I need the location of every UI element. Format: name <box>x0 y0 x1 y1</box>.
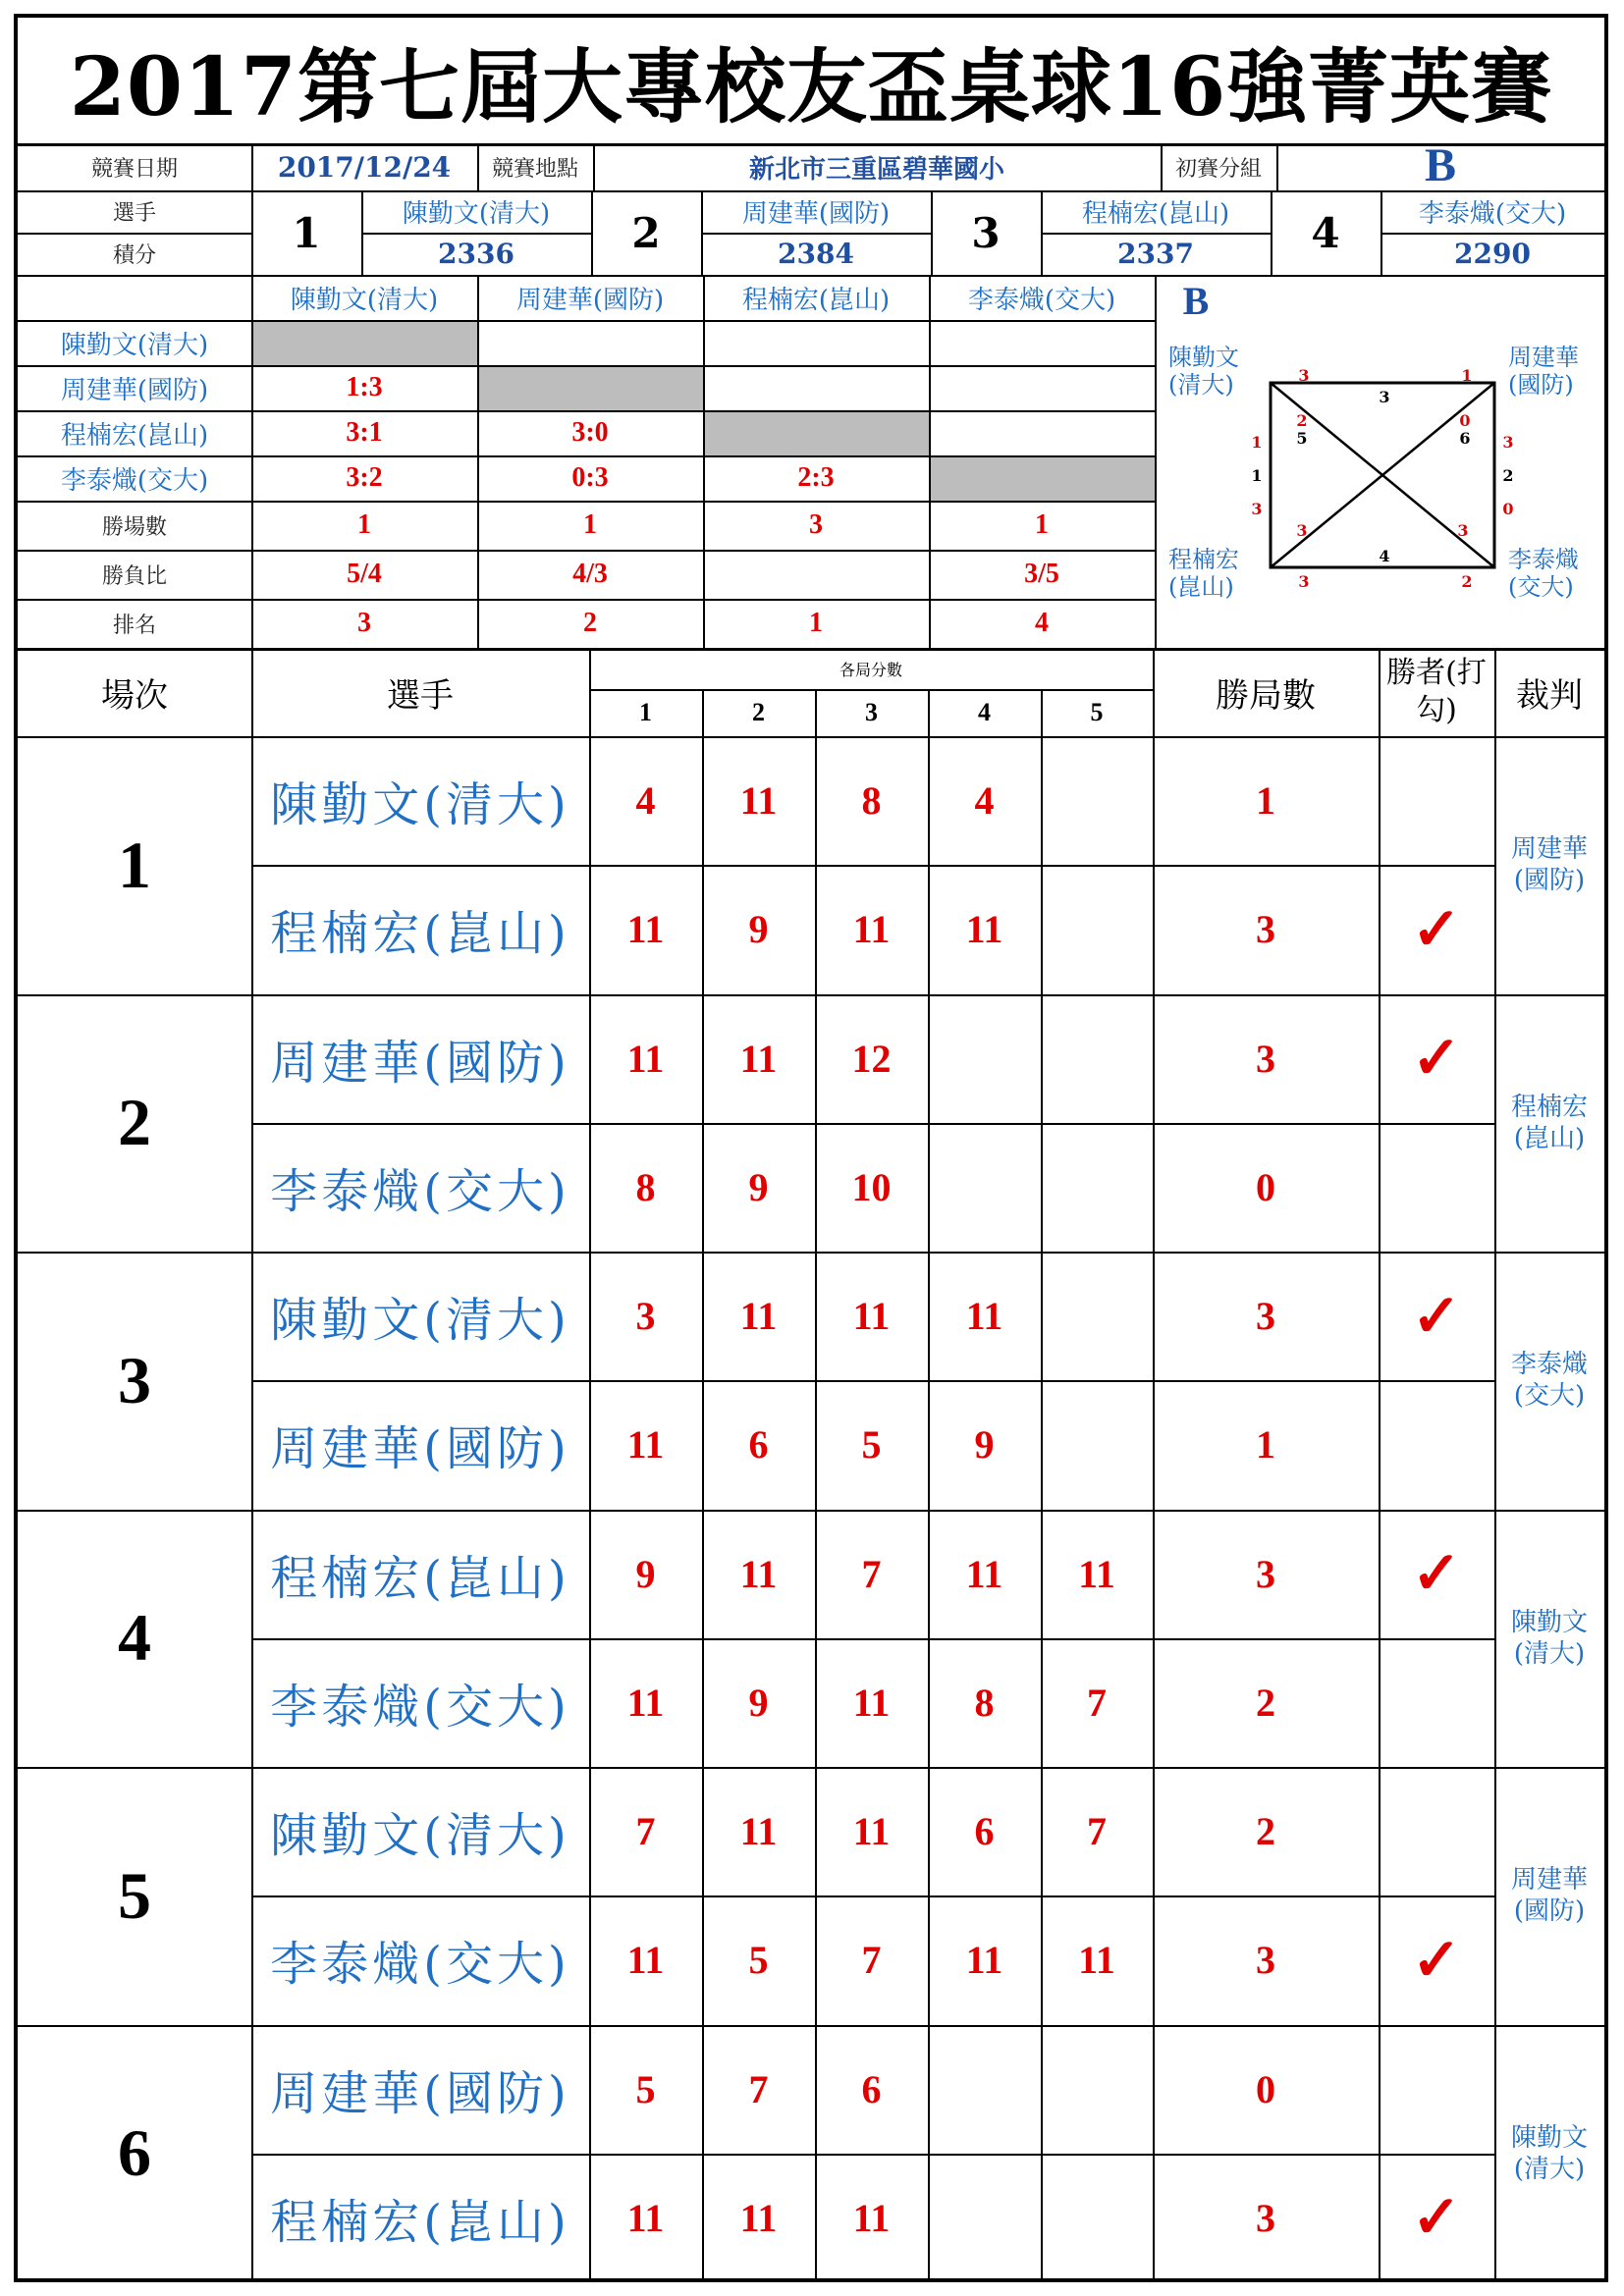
rr-result: 1:3 <box>346 372 383 402</box>
rr-result: 2:3 <box>797 462 835 493</box>
diagram-box <box>1157 275 1604 648</box>
player-no-2: 2 <box>631 208 661 257</box>
diagram-corner-bl: 程楠宏(崑山) <box>1168 546 1239 601</box>
winner-check-icon: ✓ <box>1411 1281 1462 1351</box>
game-score: 9 <box>748 907 769 952</box>
header-game-no: 2 <box>752 698 765 726</box>
diagram-num: 3 <box>1379 387 1390 406</box>
header-game-no: 3 <box>865 698 878 726</box>
games-won: 3 <box>1256 1938 1275 1983</box>
game-score: 11 <box>852 2195 891 2240</box>
player-no-3: 3 <box>971 208 1001 257</box>
referee-label: 陳勤文(清大) <box>1510 2122 1588 2184</box>
game-score <box>1041 865 1153 993</box>
winner-check-icon: ✓ <box>1411 1925 1462 1995</box>
referee-name <box>1494 736 1604 994</box>
points-label: 積分 <box>112 243 156 268</box>
player-points-1: 2336 <box>438 238 514 270</box>
header-games-won: 勝局數 <box>1216 675 1316 716</box>
games-won: 3 <box>1256 907 1275 952</box>
game-score: 8 <box>861 778 882 824</box>
game-score: 11 <box>626 1036 665 1081</box>
player-name-1: 陳勤文(清大) <box>402 199 551 229</box>
score-sheet <box>14 14 1608 2282</box>
rr-col-4: 李泰熾(交大) <box>967 285 1116 315</box>
game-score: 11 <box>852 907 891 952</box>
rr-result: 3:0 <box>571 417 609 448</box>
player-name-4: 李泰熾(交大) <box>1418 199 1567 229</box>
game-score: 5 <box>635 2066 656 2111</box>
ratio-value: 4/3 <box>572 559 608 589</box>
game-score: 9 <box>974 1422 995 1468</box>
rank-label: 排名 <box>112 613 156 638</box>
diagram-num: 5 <box>1296 428 1308 448</box>
game-score: 11 <box>626 2195 665 2240</box>
ratio-value <box>703 550 929 599</box>
diagram-num: 3 <box>1298 571 1310 591</box>
wins-value: 1 <box>357 509 371 540</box>
winner-check-icon: ✓ <box>1411 1024 1462 1094</box>
rr-row-1: 陳勤文(清大) <box>60 330 209 360</box>
game-score: 11 <box>626 907 665 952</box>
referee-name <box>1494 1510 1604 1768</box>
diagram-num: 6 <box>1459 428 1471 448</box>
rr-col-3: 程楠宏(崑山) <box>741 285 891 315</box>
game-score: 5 <box>748 1938 769 1983</box>
player-name: 周建華(國防) <box>270 2065 570 2121</box>
diagram-num: 3 <box>1502 432 1514 452</box>
match-number: 2 <box>118 1085 151 1160</box>
player-no-1: 1 <box>292 208 321 257</box>
page-title: 2017第七屆大專校友盃桌球16強菁英賽 <box>69 39 1553 134</box>
game-score: 7 <box>635 1809 656 1854</box>
game-score: 11 <box>852 1680 891 1725</box>
game-score: 11 <box>739 2195 778 2240</box>
header-game-no: 4 <box>978 698 991 726</box>
venue: 新北市三重區碧華國小 <box>748 154 1004 185</box>
diagram-num: 1 <box>1251 465 1263 485</box>
player-name: 李泰熾(交大) <box>270 1163 570 1219</box>
winner-check-icon: ✓ <box>1411 894 1462 964</box>
player-points-2: 2384 <box>778 238 854 270</box>
referee-label: 程楠宏(崑山) <box>1510 1092 1588 1153</box>
winner-check-icon <box>1379 736 1494 865</box>
game-score: 6 <box>748 1422 769 1468</box>
diagram-num: 0 <box>1459 410 1471 430</box>
game-score <box>928 2025 1041 2154</box>
game-score: 7 <box>861 1938 882 1983</box>
game-score: 11 <box>739 1809 778 1854</box>
referee-name <box>1494 1767 1604 2025</box>
player-name: 程楠宏(崑山) <box>270 1550 570 1606</box>
match-number: 6 <box>118 2115 151 2191</box>
game-score: 4 <box>974 778 995 824</box>
venue-label: 競賽地點 <box>491 156 578 182</box>
header-match: 場次 <box>101 675 168 716</box>
wins-value: 1 <box>1035 509 1049 540</box>
game-score <box>1041 1123 1153 1252</box>
rr-result: 3:1 <box>346 417 383 448</box>
players-label: 選手 <box>112 201 156 226</box>
game-score <box>1041 994 1153 1123</box>
games-won: 1 <box>1256 1422 1275 1468</box>
game-score: 9 <box>748 1164 769 1209</box>
diagram-num: 1 <box>1461 365 1473 385</box>
player-points-4: 2290 <box>1454 238 1531 270</box>
group-diagram <box>1157 275 1604 648</box>
match-number: 1 <box>118 827 151 902</box>
rr-col-1: 陳勤文(清大) <box>290 285 439 315</box>
game-score <box>928 1123 1041 1252</box>
ratio-value: 5/4 <box>347 559 382 589</box>
winner-check-icon: ✓ <box>1411 2183 1462 2253</box>
games-won: 1 <box>1256 778 1275 824</box>
wins-value: 1 <box>583 509 597 540</box>
game-score: 8 <box>974 1680 995 1725</box>
game-score <box>1041 1380 1153 1509</box>
group-letter: B <box>1424 139 1456 190</box>
rr-row-4: 李泰熾(交大) <box>60 465 209 496</box>
header-referee: 裁判 <box>1516 675 1583 716</box>
diagram-group-letter: B <box>1182 281 1210 320</box>
game-score: 11 <box>965 1938 1003 1983</box>
player-name: 陳勤文(清大) <box>270 777 570 833</box>
game-score: 7 <box>748 2066 769 2111</box>
rr-result: 0:3 <box>571 462 609 493</box>
diagram-corner-br: 李泰熾(交大) <box>1508 546 1579 601</box>
game-score: 10 <box>851 1164 892 1209</box>
game-score <box>1041 736 1153 865</box>
group-label: 初賽分組 <box>1174 156 1262 182</box>
game-score: 11 <box>626 1422 665 1468</box>
ratio-label: 勝負比 <box>101 563 167 589</box>
game-score: 11 <box>626 1680 665 1725</box>
rr-row-2: 周建華(國防) <box>60 375 209 405</box>
game-score: 9 <box>748 1680 769 1725</box>
game-score <box>928 994 1041 1123</box>
referee-label: 周建華(國防) <box>1510 834 1588 896</box>
diagram-num: 2 <box>1296 410 1308 430</box>
winner-check-icon <box>1379 1123 1494 1252</box>
player-name: 程楠宏(崑山) <box>270 2194 570 2250</box>
rank-value: 2 <box>583 608 597 638</box>
games-won: 3 <box>1256 1551 1275 1596</box>
match-date: 2017/12/24 <box>277 150 452 184</box>
winner-check-icon <box>1379 1767 1494 1896</box>
game-score: 7 <box>861 1551 882 1596</box>
games-won: 3 <box>1256 2195 1275 2240</box>
match-number: 4 <box>118 1600 151 1676</box>
game-score: 6 <box>974 1809 995 1854</box>
match-number: 3 <box>118 1342 151 1417</box>
header-game-no: 5 <box>1090 698 1104 726</box>
game-score: 6 <box>861 2066 882 2111</box>
games-won: 3 <box>1256 1294 1275 1339</box>
referee-label: 李泰熾(交大) <box>1510 1350 1588 1412</box>
diagram-corner-tl: 陳勤文(清大) <box>1168 344 1239 399</box>
game-score: 4 <box>635 778 656 824</box>
rr-col-2: 周建華(國防) <box>515 285 665 315</box>
winner-check-icon <box>1379 1380 1494 1509</box>
diagram-num: 4 <box>1379 546 1390 565</box>
diagram-num: 2 <box>1461 571 1473 591</box>
game-score: 11 <box>739 1036 778 1081</box>
diagram-num: 2 <box>1502 465 1514 485</box>
game-score: 7 <box>1087 1680 1107 1725</box>
games-won: 0 <box>1256 2066 1275 2111</box>
game-score: 11 <box>739 778 778 824</box>
game-score: 7 <box>1087 1809 1107 1854</box>
player-name: 李泰熾(交大) <box>270 1679 570 1735</box>
referee-label: 周建華(國防) <box>1510 1865 1588 1927</box>
game-score <box>1041 1252 1153 1380</box>
diagram-num: 3 <box>1251 499 1263 518</box>
game-score: 8 <box>635 1164 656 1209</box>
referee-name <box>1494 994 1604 1253</box>
player-name: 周建華(國防) <box>270 1421 570 1477</box>
rr-row-3: 程楠宏(崑山) <box>60 420 209 451</box>
player-no-4: 4 <box>1311 208 1340 257</box>
match-number: 5 <box>118 1857 151 1933</box>
player-points-3: 2337 <box>1117 238 1194 270</box>
diagram-num: 3 <box>1457 520 1469 540</box>
game-score: 11 <box>852 1809 891 1854</box>
player-name: 李泰熾(交大) <box>270 1937 570 1993</box>
referee-label: 陳勤文(清大) <box>1510 1607 1588 1669</box>
games-won: 3 <box>1256 1036 1275 1081</box>
rr-result: 3:2 <box>346 462 383 493</box>
game-score: 3 <box>635 1294 656 1339</box>
header-player: 選手 <box>387 675 454 716</box>
winner-check-icon <box>1379 1638 1494 1767</box>
games-won: 0 <box>1256 1164 1275 1209</box>
game-score <box>928 2154 1041 2282</box>
game-score <box>1041 2154 1153 2282</box>
game-score: 11 <box>852 1294 891 1339</box>
player-name: 陳勤文(清大) <box>270 1808 570 1864</box>
game-score: 11 <box>626 1938 665 1983</box>
header-game-no: 1 <box>639 698 652 726</box>
header-game-scores: 各局分數 <box>839 660 902 679</box>
game-score: 11 <box>739 1551 778 1596</box>
header-winner: 勝者(打勾) <box>1386 656 1487 727</box>
date-label: 競賽日期 <box>90 156 178 182</box>
game-score: 11 <box>965 1551 1003 1596</box>
diagram-num: 3 <box>1298 365 1310 385</box>
referee-name <box>1494 1252 1604 1510</box>
game-score <box>1041 2025 1153 2154</box>
rank-value: 1 <box>809 608 823 638</box>
winner-check-icon: ✓ <box>1411 1539 1462 1609</box>
rank-value: 4 <box>1035 608 1049 638</box>
game-score: 11 <box>965 907 1003 952</box>
diagram-num: 0 <box>1502 499 1514 518</box>
ratio-value: 3/5 <box>1024 559 1059 589</box>
player-name: 周建華(國防) <box>270 1035 570 1091</box>
game-score: 9 <box>635 1551 656 1596</box>
game-score: 11 <box>1078 1551 1115 1596</box>
games-won: 2 <box>1256 1809 1275 1854</box>
game-score: 11 <box>965 1294 1003 1339</box>
games-won: 2 <box>1256 1680 1275 1725</box>
game-score: 5 <box>861 1422 882 1468</box>
winner-check-icon <box>1379 2025 1494 2154</box>
diagram-corner-tr: 周建華(國防) <box>1508 344 1579 399</box>
diagram-num: 1 <box>1251 432 1263 452</box>
game-score: 11 <box>739 1294 778 1339</box>
game-score: 12 <box>851 1036 892 1081</box>
game-score: 11 <box>1078 1938 1115 1983</box>
referee-name <box>1494 2025 1604 2283</box>
player-name: 程楠宏(崑山) <box>270 906 570 962</box>
wins-label: 勝場數 <box>101 514 167 540</box>
player-name-2: 周建華(國防) <box>741 199 891 229</box>
player-name: 陳勤文(清大) <box>270 1293 570 1349</box>
player-name-3: 程楠宏(崑山) <box>1081 199 1230 229</box>
rank-value: 3 <box>357 608 371 638</box>
diagram-num: 3 <box>1296 520 1308 540</box>
wins-value: 3 <box>809 509 823 540</box>
